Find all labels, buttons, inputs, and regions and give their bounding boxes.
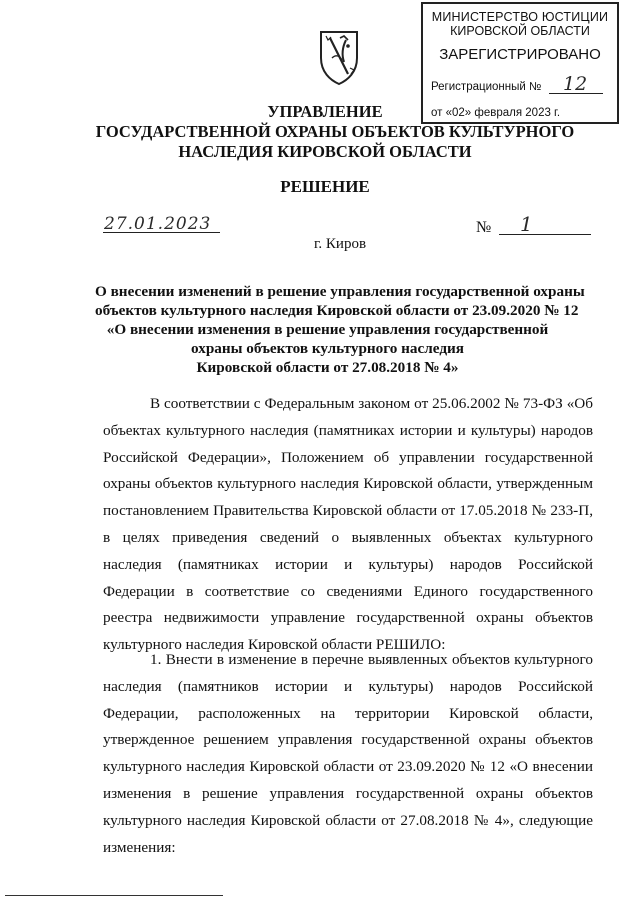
agency-name-line2: ГОСУДАРСТВЕННОЙ ОХРАНЫ ОБЪЕКТОВ КУЛЬТУРНОГО (95, 122, 575, 141)
subject-line: охраны объектов культурного наследия (191, 340, 464, 357)
document-date: 27.01.2023 (104, 214, 212, 234)
stamp-ministry-line2: КИРОВСКОЙ ОБЛАСТИ (450, 24, 590, 38)
agency-name-line1: УПРАВЛЕНИЕ (267, 102, 383, 121)
stamp-reg-label: Регистрационный № (431, 81, 542, 93)
number-underline (499, 234, 591, 235)
kirov-coat-of-arms-icon (318, 28, 360, 86)
stamp-reg-number: 12 (563, 73, 588, 95)
stamp-status: ЗАРЕГИСТРИРОВАНО (439, 46, 601, 63)
subject-line: Кировской области от 27.08.2018 № 4» (196, 359, 459, 376)
subject-line: объектов культурного наследия Кировской области от 23.09.2020 № 12 (95, 302, 579, 319)
date-underline (103, 232, 220, 233)
document-subject (95, 282, 585, 377)
footnote-divider (5, 895, 223, 896)
agency-name-line3: НАСЛЕДИЯ КИРОВСКОЙ ОБЛАСТИ (178, 142, 472, 161)
clause-1-paragraph: 1. Внести в изменение в перечне выявленных объектов культурного наследия (памятников истории и культуры) народов Российской Федерации, расположенных на территории Кировской области, утвержденное решением управления государственной охраны объектов культурного наследия Кировской области от 23.09.2020 № 12 «О внесении изменения в решение управления государственной охраны объектов культурного наследия Кировской области от 27.08.2018 № 4», следующие изменения: (103, 651, 593, 856)
stamp-ministry-line1: МИНИСТЕРСТВО ЮСТИЦИИ (431, 10, 609, 24)
stamp-date: от «02» февраля 2023 г. (431, 107, 561, 119)
preamble-paragraph: В соответствии с Федеральным законом от 25.06.2002 № 73-ФЗ «Об объектах культурного наследия (памятниках истории и культуры) народов Российской Федерации», Положением об управлении государственной охраны объектов культурного наследия Кировской области, утвержденным постановлением Правительства Кировской области от 17.05.2018 № 233-П, в целях приведения сведений о выявленных объектах культурного наследия (памятниках истории и культуры) народов Российской Федерации в соответствие со сведениями Единого государственного реестра недвижимости управление государственной охраны объектов культурного наследия Кировской области РЕШИЛО: (103, 395, 593, 654)
number-label: № (476, 219, 492, 236)
subject-line: О внесении изменений в решение управления государственной охраны (95, 283, 585, 300)
subject-line: «О внесении изменения в решение управления государственной (106, 321, 549, 338)
city: г. Киров (313, 236, 367, 252)
document-type: РЕШЕНИЕ (280, 177, 370, 196)
document-number: 1 (520, 212, 533, 236)
